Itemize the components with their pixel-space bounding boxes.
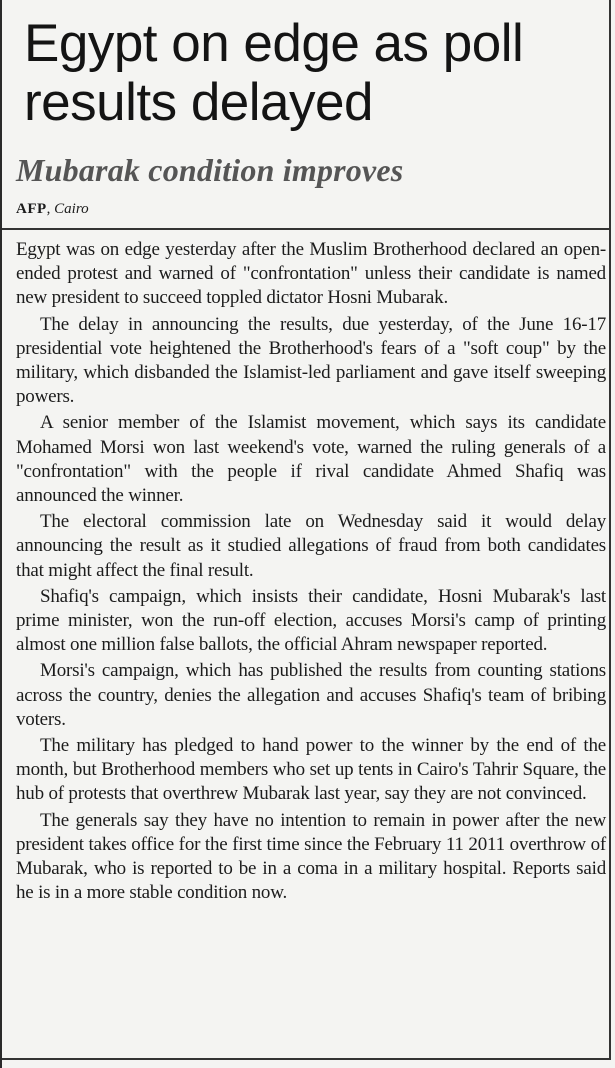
byline-separator: , — [46, 201, 55, 217]
byline-location: Cairo — [54, 201, 89, 217]
article-paragraph: Egypt was on edge yesterday after the Muslim Brotherhood declared an open-ended protest and warned of "confrontation" unless their candidate is named new president to succeed toppled dictator Hosni Mubarak. — [16, 239, 606, 309]
article-paragraph: The generals say they have no intention to remain in power after the new president takes office for the first time since the February 11 2011 overthrow of Mubarak, who is reported to be in a coma in a military hospital. Reports said he is in a more stable condition now. — [16, 809, 606, 904]
article-headline: Egypt on edge as poll results delayed — [24, 14, 524, 132]
article-paragraph: The military has pledged to hand power to the winner by the end of the month, but Brotherhood members who set up tents in Cairo's Tahrir Square, the hub of protests that overthrew Mubarak last year, say they are not convinced. — [16, 735, 606, 805]
header-divider — [2, 228, 611, 230]
article-body — [16, 238, 606, 907]
article-subheadline: Mubarak condition improves — [16, 152, 404, 188]
article-paragraph: A senior member of the Islamist movement, which says its candidate Mohamed Morsi won last weekend's vote, warned the ruling generals of a "confrontation" with the people if rival candidate Ahmed Shafiq was announced the winner. — [16, 412, 606, 507]
article-byline — [16, 199, 89, 219]
bottom-border-rule — [2, 1058, 611, 1060]
article-paragraph: The delay in announcing the results, due yesterday, of the June 16-17 presidential vote heightened the Brotherhood's fears of a "soft coup" by the military, which disbanded the Islamist-led parliament and gave itself sweeping powers. — [16, 313, 606, 408]
byline-agency: AFP — [16, 201, 47, 217]
article-paragraph: The electoral commission late on Wednesday said it would delay announcing the result as it studied allegations of fraud from both candidates that might affect the final result. — [16, 511, 606, 581]
article-paragraph: Morsi's campaign, which has published the results from counting stations across the country, denies the allegation and accuses Shafiq's team of bribing voters. — [16, 660, 606, 730]
article-paragraph: Shafiq's campaign, which insists their candidate, Hosni Mubarak's last prime minister, won the run-off election, accuses Morsi's camp of printing almost one million false ballots, the official Ahram newspaper reported. — [16, 585, 606, 656]
right-border-rule — [609, 0, 611, 1060]
